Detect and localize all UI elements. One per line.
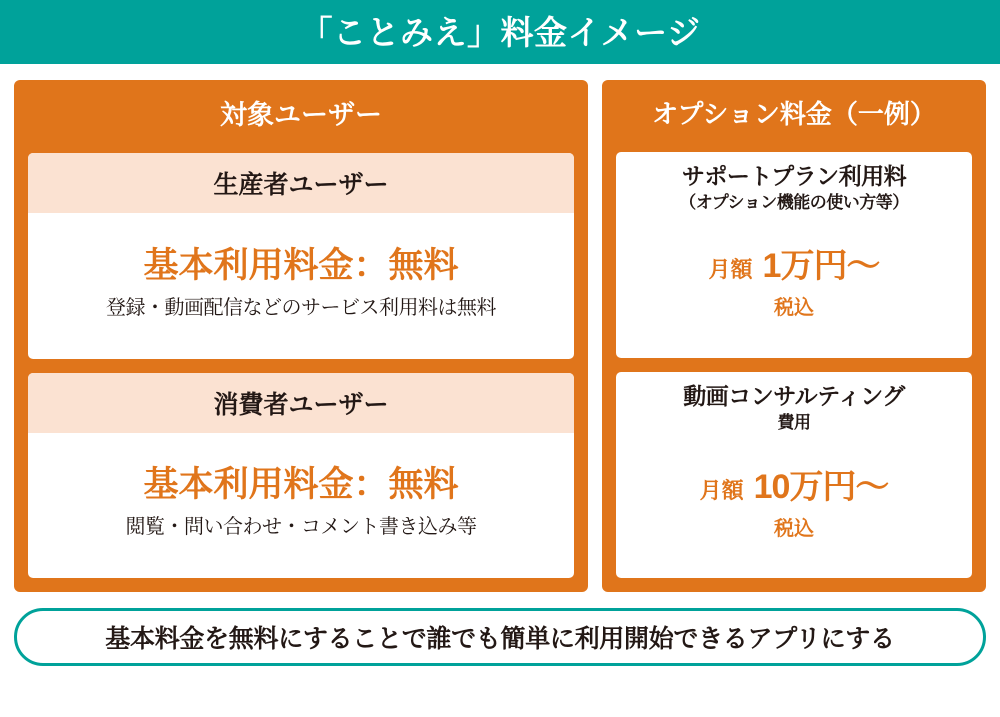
- option-card-support-plan: [616, 152, 972, 358]
- summary-banner: [14, 608, 986, 666]
- producer-note: 登録・動画配信などのサービス利用料は無料: [106, 296, 496, 319]
- support-plan-subtitle: （オプション機能の使い方等）: [679, 192, 909, 212]
- support-plan-tax-note: 税込: [774, 297, 814, 320]
- target-users-title: 対象ユーザー: [220, 100, 382, 130]
- video-consulting-subtitle: 費用: [777, 412, 811, 432]
- user-card-consumer: [28, 373, 574, 578]
- video-consulting-tax-note: 税込: [774, 517, 814, 540]
- consumer-card-header: 消費者ユーザー: [28, 373, 574, 433]
- consumer-price: 基本利用料金：無料: [143, 465, 459, 505]
- producer-price: 基本利用料金：無料: [143, 245, 459, 285]
- consumer-note: 閲覧・問い合わせ・コメント書き込み等: [125, 516, 477, 539]
- support-plan-price-value: 1万円〜: [762, 247, 880, 286]
- video-consulting-price-value: 10万円〜: [753, 467, 889, 506]
- option-pricing-panel: [602, 80, 986, 592]
- video-consulting-price-label: 月額: [699, 477, 744, 503]
- page-title: 「ことみえ」料金イメージ: [299, 13, 701, 51]
- option-card-video-consulting: [616, 372, 972, 578]
- support-plan-price-row: [709, 238, 880, 287]
- header-banner: [0, 0, 1000, 64]
- video-consulting-price-row: [700, 459, 889, 508]
- target-users-panel: [14, 80, 588, 592]
- option-pricing-title: オプション料金（一例）: [652, 99, 936, 129]
- consumer-card-body: [28, 433, 574, 578]
- support-plan-price-wrap: [709, 213, 880, 346]
- video-consulting-title: 動画コンサルティング: [683, 382, 905, 409]
- main-content: [14, 80, 986, 592]
- video-consulting-price-wrap: [700, 433, 889, 566]
- support-plan-price-label: 月額: [708, 257, 753, 283]
- summary-text: 基本料金を無料にすることで誰でも簡単に利用開始できるアプリにする: [105, 625, 895, 653]
- producer-card-body: [28, 213, 574, 358]
- user-card-producer: [28, 153, 574, 358]
- support-plan-title: サポートプラン利用料: [681, 162, 907, 189]
- producer-card-header: 生産者ユーザー: [28, 153, 574, 213]
